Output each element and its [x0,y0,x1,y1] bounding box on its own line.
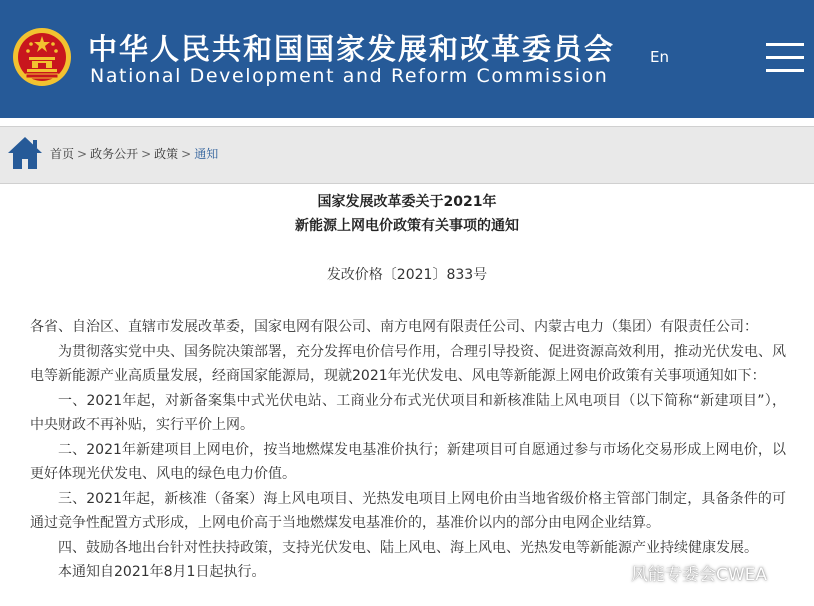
document-addressee: 各省、自治区、直辖市发展改革委，国家电网有限公司、南方电网有限责任公司、内蒙古电力（集团）有限责任公司： [30,319,758,335]
breadcrumb-bar [0,126,814,184]
document-paragraph: 为贯彻落实党中央、国务院决策部署，充分发挥电价信号作用，合理引导投资、促进资源高效利用，推动光伏发电、风电等新能源产业高质量发展，经商国家能源局，现就2021年光伏发电、风电等新能源上网电价政策有关事项通知如下： [30,343,786,384]
wechat-watermark [602,560,767,585]
breadcrumb-separator: > [77,147,88,161]
home-icon[interactable] [6,135,44,171]
document-paragraph: 三、2021年起，新核准（备案）海上风电项目、光热发电项目上网电价由当地省级价格主管部门制定，具备条件的可通过竞争性配置方式形成，上网电价高于当地燃煤发电基准价的，基准价以内的部分由电网企业结算。 [30,490,786,531]
document-body [30,315,786,585]
breadcrumb-tongzhi[interactable]: 通知 [194,147,219,161]
hamburger-menu-icon[interactable] [766,43,804,73]
menu-bar [766,56,804,59]
national-emblem-icon[interactable] [12,27,72,87]
site-title-en[interactable]: National Development and Reform Commission [90,65,609,87]
document-title-line1: 国家发展改革委关于2021年 [317,194,497,210]
breadcrumb-separator: > [141,147,152,161]
breadcrumb [50,145,218,162]
watermark-text: 风能专委会CWEA [631,565,768,585]
breadcrumb-zhengce[interactable]: 政策 [154,147,179,161]
breadcrumb-home[interactable]: 首页 [50,147,75,161]
document-paragraph: 二、2021年新建项目上网电价，按当地燃煤发电基准价执行；新建项目可自愿通过参与市场化交易形成上网电价，以更好体现光伏发电、风电的绿色电力价值。 [30,441,786,482]
menu-bar [766,43,804,46]
document-number: 发改价格〔2021〕833号 [326,267,488,283]
site-header [0,0,814,118]
breadcrumb-separator: > [181,147,192,161]
document-title-line2: 新能源上网电价政策有关事项的通知 [295,218,519,234]
document-paragraph: 一、2021年起，对新备案集中式光伏电站、工商业分布式光伏项目和新核准陆上风电项目（以下简称“新建项目”），中央财政不再补贴，实行平价上网。 [30,392,786,433]
document-paragraph: 本通知自2021年8月1日起执行。 [58,564,266,580]
english-language-link[interactable]: En [650,48,669,66]
menu-bar [766,69,804,72]
wechat-icon [602,563,626,583]
document-paragraph: 四、鼓励各地出台针对性扶持政策，支持光伏发电、陆上风电、海上风电、光热发电等新能源产业持续健康发展。 [58,539,758,556]
document-title [0,190,814,238]
breadcrumb-zhengwu[interactable]: 政务公开 [90,147,139,161]
site-title-cn[interactable]: 中华人民共和国国家发展和改革委员会 [88,32,616,66]
